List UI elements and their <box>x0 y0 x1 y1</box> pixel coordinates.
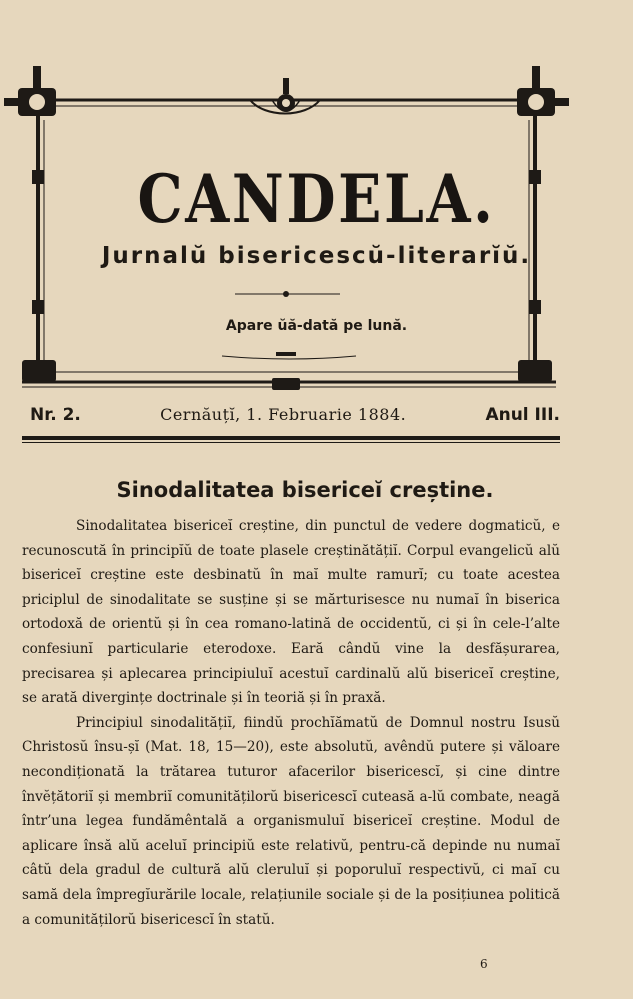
page-number: 6 <box>480 957 488 971</box>
article-title: Sinodalitatea bisericeĭ creștine. <box>116 478 494 502</box>
issue-number: Nr. 2. <box>30 405 81 425</box>
issue-year: Anul III. <box>485 405 560 425</box>
journal-title: CANDELA. <box>137 160 496 238</box>
article-paragraph: Sinodalitatea bisericeĭ creștine, din punctul de vedere dogmaticŭ, e recunoscută în principĭŭ de toate plasele creștinătățiĭ. Corpul evangelicŭ alŭ bisericeĭ creștine este desbinatŭ în maĭ multe ramurĭ; cu toate acestea priciplul de sinodalitate se susține și se mărturisesce nu numaĭ în biserica ortodoxă de orientŭ și în cea romano-latină de occidentŭ, ci și în cele-l’alte confesiunĭ particularie eterodoxe. Eară cândŭ vine la desfășurarea, precisarea și aplecarea principiuluĭ acestuĭ cardinalŭ alŭ bisericeĭ creștine, se arată divergințe doctrinale și în teoriă și în praxă. <box>22 518 560 707</box>
article-paragraph: Principiul sinodalitățiĭ, fiindŭ prochĭămatŭ de Domnul nostru Isusŭ Christosŭ însu-șĭ (Mat. 18, 15—20), este absolutŭ, avêndŭ putere și văloare necondiționată la trătarea tuturor afacerilor bisericescĭ, și cine dintre învĕțătoriĭ și membriĭ comunitățilorŭ bisericescĭ cuteasă a-lŭ combate, neagă într’una legea fundămêntală a organismuluĭ bisericeĭ creștine. Modul de aplicare însă alŭ aceluĭ principiŭ este relativŭ, pentru-că depinde nu numaĭ câtŭ dela gradul de cultură alŭ cleruluĭ și poporuluĭ respectivŭ, ci maĭ cu samă dela împregĭurările locale, relațiunile sociale și de la posițiunea politică a comunitățilorŭ bisericescĭ în statŭ. <box>22 714 560 928</box>
article-body <box>22 514 560 932</box>
header-rule-thick <box>22 436 560 440</box>
header-rule-thin <box>22 442 560 443</box>
issue-info-line <box>30 405 560 425</box>
issue-date: Cernăuțĭ, 1. Februarie 1884. <box>160 405 407 424</box>
journal-subtitle: Jurnalŭ bisericescŭ-literarĭŭ. <box>101 243 532 269</box>
publication-frequency: Apare ŭă-dată pe lună. <box>225 318 408 334</box>
